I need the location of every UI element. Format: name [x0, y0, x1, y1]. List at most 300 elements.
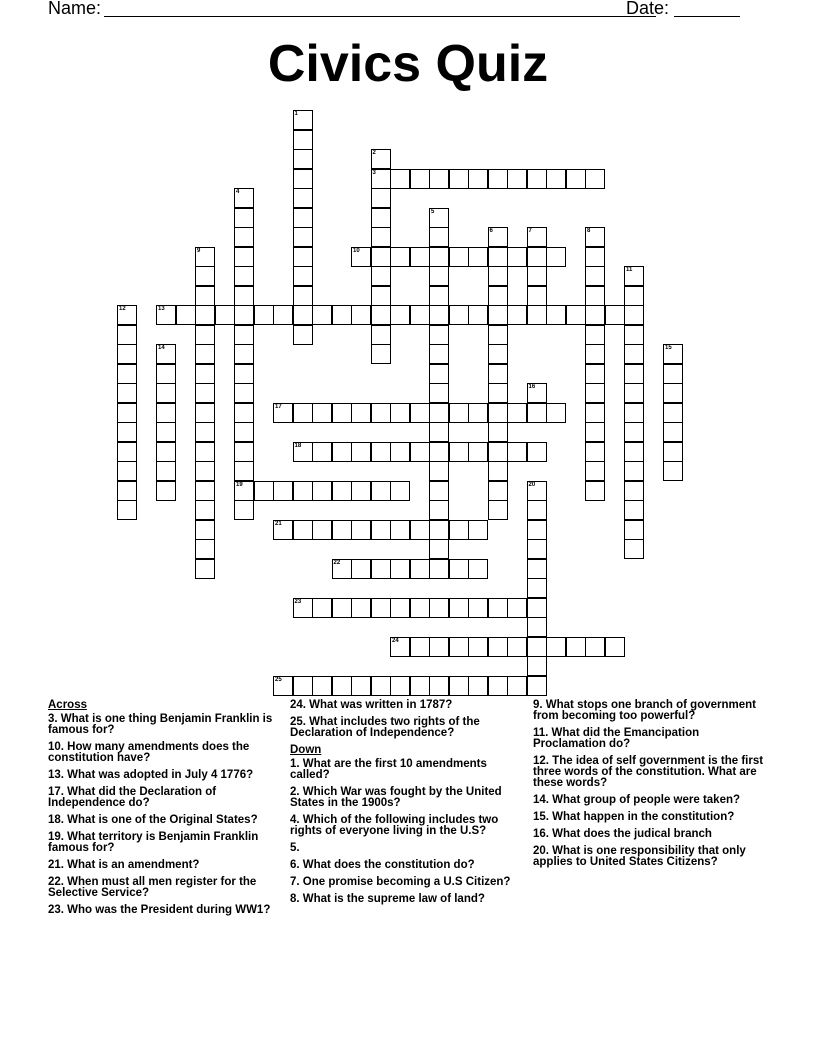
- crossword-cell[interactable]: [410, 169, 430, 189]
- crossword-cell[interactable]: [488, 325, 508, 345]
- crossword-cell[interactable]: [624, 539, 644, 559]
- crossword-cell[interactable]: [527, 305, 547, 325]
- crossword-cell[interactable]: [351, 676, 371, 696]
- crossword-cell[interactable]: [410, 637, 430, 657]
- crossword-cell[interactable]: [195, 403, 215, 423]
- crossword-cell[interactable]: [371, 227, 391, 247]
- crossword-cell[interactable]: [351, 559, 371, 579]
- clue-number: 19: [236, 481, 243, 488]
- crossword-cell[interactable]: [293, 481, 313, 501]
- crossword-cell[interactable]: [488, 266, 508, 286]
- crossword-cell[interactable]: [624, 520, 644, 540]
- crossword-cell[interactable]: [488, 286, 508, 306]
- crossword-cell[interactable]: [624, 442, 644, 462]
- crossword-cell[interactable]: [488, 364, 508, 384]
- crossword-cell[interactable]: [624, 481, 644, 501]
- crossword-cell[interactable]: [117, 422, 137, 442]
- crossword-cell[interactable]: [527, 403, 547, 423]
- crossword-cell[interactable]: [507, 637, 527, 657]
- crossword-cell[interactable]: [429, 227, 449, 247]
- clue-item: 14. What group of people were taken?: [533, 794, 741, 806]
- crossword-cell[interactable]: [429, 598, 449, 618]
- crossword-cell[interactable]: [312, 520, 332, 540]
- crossword-cell[interactable]: [195, 422, 215, 442]
- crossword-cell[interactable]: [468, 403, 488, 423]
- crossword-cell[interactable]: [429, 637, 449, 657]
- name-line[interactable]: [104, 16, 656, 17]
- crossword-cell[interactable]: [527, 169, 547, 189]
- crossword-cell[interactable]: [293, 676, 313, 696]
- crossword-cell[interactable]: [527, 266, 547, 286]
- clue-number: 13: [158, 306, 165, 312]
- crossword-cell[interactable]: [663, 344, 683, 364]
- crossword-cell[interactable]: [234, 247, 254, 267]
- crossword-cell[interactable]: [449, 442, 469, 462]
- crossword-cell[interactable]: [234, 383, 254, 403]
- crossword-cell[interactable]: [312, 442, 332, 462]
- crossword-cell[interactable]: [390, 442, 410, 462]
- crossword-cell[interactable]: [546, 403, 566, 423]
- crossword-cell[interactable]: [312, 403, 332, 423]
- crossword-cell[interactable]: [390, 305, 410, 325]
- crossword-cell[interactable]: [117, 305, 137, 325]
- crossword-cell[interactable]: [468, 637, 488, 657]
- crossword-cell[interactable]: [507, 442, 527, 462]
- crossword-cell[interactable]: [351, 520, 371, 540]
- crossword-cell[interactable]: [254, 305, 274, 325]
- crossword-cell[interactable]: [527, 656, 547, 676]
- crossword-cell[interactable]: [371, 520, 391, 540]
- crossword-cell[interactable]: [546, 247, 566, 267]
- crossword-cell[interactable]: [585, 227, 605, 247]
- crossword-cell[interactable]: [117, 481, 137, 501]
- crossword-cell[interactable]: [293, 286, 313, 306]
- crossword-cell[interactable]: [390, 247, 410, 267]
- crossword-cell[interactable]: [234, 227, 254, 247]
- crossword-cell[interactable]: [624, 286, 644, 306]
- crossword-cell[interactable]: [293, 110, 313, 130]
- clue-number: 14: [158, 345, 165, 351]
- crossword-cell[interactable]: [332, 442, 352, 462]
- crossword-cell[interactable]: [371, 305, 391, 325]
- crossword-cell[interactable]: [527, 383, 547, 403]
- crossword-cell[interactable]: [527, 676, 547, 696]
- crossword-cell[interactable]: [410, 559, 430, 579]
- crossword-cell[interactable]: [429, 169, 449, 189]
- crossword-cell[interactable]: [117, 500, 137, 520]
- crossword-cell[interactable]: [488, 481, 508, 501]
- crossword-cell[interactable]: [195, 442, 215, 462]
- crossword-cell[interactable]: [624, 422, 644, 442]
- crossword-cell[interactable]: [449, 520, 469, 540]
- crossword-cell[interactable]: [429, 500, 449, 520]
- crossword-cell[interactable]: [293, 227, 313, 247]
- crossword-cell[interactable]: [663, 403, 683, 423]
- crossword-cell[interactable]: [527, 598, 547, 618]
- crossword-cell[interactable]: [624, 305, 644, 325]
- crossword-cell[interactable]: [293, 305, 313, 325]
- crossword-cell[interactable]: [429, 676, 449, 696]
- crossword-cell[interactable]: [507, 676, 527, 696]
- crossword-cell[interactable]: [351, 305, 371, 325]
- crossword-cell[interactable]: [527, 500, 547, 520]
- crossword-cell[interactable]: [585, 266, 605, 286]
- crossword-cell[interactable]: [663, 364, 683, 384]
- crossword-cell[interactable]: [546, 169, 566, 189]
- crossword-cell[interactable]: [156, 383, 176, 403]
- crossword-cell[interactable]: [449, 637, 469, 657]
- crossword-cell[interactable]: [585, 364, 605, 384]
- crossword-cell[interactable]: [273, 403, 293, 423]
- crossword-cell[interactable]: [351, 481, 371, 501]
- crossword-cell[interactable]: [390, 637, 410, 657]
- crossword-cell[interactable]: [488, 227, 508, 247]
- crossword-cell[interactable]: [429, 461, 449, 481]
- crossword-cell[interactable]: [527, 520, 547, 540]
- crossword-cell[interactable]: [527, 637, 547, 657]
- crossword-cell[interactable]: [546, 305, 566, 325]
- crossword-cell[interactable]: [488, 305, 508, 325]
- crossword-cell[interactable]: [371, 481, 391, 501]
- crossword-cell[interactable]: [371, 286, 391, 306]
- crossword-cell[interactable]: [410, 442, 430, 462]
- crossword-cell[interactable]: [390, 598, 410, 618]
- crossword-cell[interactable]: [273, 305, 293, 325]
- crossword-cell[interactable]: [488, 383, 508, 403]
- crossword-cell[interactable]: [234, 325, 254, 345]
- crossword-cell[interactable]: [468, 520, 488, 540]
- crossword-cell[interactable]: [332, 559, 352, 579]
- crossword-cell[interactable]: [156, 481, 176, 501]
- crossword-cell[interactable]: [234, 403, 254, 423]
- crossword-cell[interactable]: [429, 520, 449, 540]
- crossword-cell[interactable]: [507, 247, 527, 267]
- crossword-cell[interactable]: [234, 208, 254, 228]
- crossword-cell[interactable]: [234, 422, 254, 442]
- crossword-cell[interactable]: [429, 403, 449, 423]
- crossword-cell[interactable]: [293, 442, 313, 462]
- crossword-cell[interactable]: [293, 149, 313, 169]
- crossword-cell[interactable]: [293, 520, 313, 540]
- crossword-cell[interactable]: [371, 442, 391, 462]
- crossword-cell[interactable]: [390, 481, 410, 501]
- crossword-cell[interactable]: [195, 247, 215, 267]
- crossword-cell[interactable]: [488, 169, 508, 189]
- crossword-cell[interactable]: [390, 676, 410, 696]
- crossword-cell[interactable]: [332, 520, 352, 540]
- crossword-cell[interactable]: [585, 442, 605, 462]
- crossword-cell[interactable]: [234, 188, 254, 208]
- crossword-cell[interactable]: [449, 247, 469, 267]
- clue-number: 4: [236, 189, 240, 195]
- crossword-cell[interactable]: [293, 130, 313, 150]
- crossword-cell[interactable]: [117, 442, 137, 462]
- crossword-cell[interactable]: [449, 403, 469, 423]
- crossword-cell[interactable]: [449, 598, 469, 618]
- crossword-cell[interactable]: [195, 383, 215, 403]
- crossword-cell[interactable]: [371, 325, 391, 345]
- crossword-cell[interactable]: [429, 286, 449, 306]
- crossword-cell[interactable]: [351, 403, 371, 423]
- crossword-cell[interactable]: [488, 676, 508, 696]
- crossword-cell[interactable]: [156, 305, 176, 325]
- crossword-cell[interactable]: [468, 559, 488, 579]
- crossword-cell[interactable]: [195, 559, 215, 579]
- crossword-cell[interactable]: [468, 442, 488, 462]
- crossword-cell[interactable]: [371, 598, 391, 618]
- crossword-cell[interactable]: [273, 481, 293, 501]
- crossword-cell[interactable]: [624, 461, 644, 481]
- crossword-cell[interactable]: [429, 305, 449, 325]
- crossword-cell[interactable]: [585, 481, 605, 501]
- crossword-cell[interactable]: [371, 208, 391, 228]
- clue-number: 25: [275, 676, 282, 683]
- crossword-cell[interactable]: [156, 364, 176, 384]
- clue-item: 1. What are the first 10 amendments called?: [290, 758, 487, 781]
- crossword-cell[interactable]: [585, 383, 605, 403]
- crossword-cell[interactable]: [488, 422, 508, 442]
- crossword-cell[interactable]: [312, 305, 332, 325]
- crossword-cell[interactable]: [117, 461, 137, 481]
- crossword-cell[interactable]: [624, 266, 644, 286]
- crossword-cell[interactable]: [234, 266, 254, 286]
- crossword-cell[interactable]: [332, 305, 352, 325]
- crossword-cell[interactable]: [410, 676, 430, 696]
- crossword-cell[interactable]: [234, 461, 254, 481]
- clue-number: 10: [353, 247, 360, 254]
- crossword-cell[interactable]: [429, 481, 449, 501]
- clue-number: 2: [372, 150, 376, 156]
- crossword-cell[interactable]: [293, 169, 313, 189]
- crossword-cell[interactable]: [585, 461, 605, 481]
- crossword-cell[interactable]: [624, 344, 644, 364]
- crossword-cell[interactable]: [527, 286, 547, 306]
- crossword-cell[interactable]: [527, 247, 547, 267]
- crossword-cell[interactable]: [195, 539, 215, 559]
- crossword-cell[interactable]: [195, 520, 215, 540]
- crossword-cell[interactable]: [585, 247, 605, 267]
- crossword-cell[interactable]: [468, 305, 488, 325]
- crossword-cell[interactable]: [351, 247, 371, 267]
- crossword-cell[interactable]: [429, 539, 449, 559]
- crossword-cell[interactable]: [293, 247, 313, 267]
- crossword-cell[interactable]: [117, 344, 137, 364]
- crossword-cell[interactable]: [371, 149, 391, 169]
- crossword-cell[interactable]: [390, 520, 410, 540]
- crossword-cell[interactable]: [390, 403, 410, 423]
- crossword-cell[interactable]: [585, 325, 605, 345]
- crossword-cell[interactable]: [429, 442, 449, 462]
- crossword-cell[interactable]: [371, 266, 391, 286]
- crossword-cell[interactable]: [390, 169, 410, 189]
- crossword-cell[interactable]: [449, 169, 469, 189]
- crossword-cell[interactable]: [566, 305, 586, 325]
- crossword-cell[interactable]: [371, 403, 391, 423]
- crossword-cell[interactable]: [234, 442, 254, 462]
- crossword-cell[interactable]: [293, 403, 313, 423]
- crossword-cell[interactable]: [195, 500, 215, 520]
- crossword-cell[interactable]: [410, 403, 430, 423]
- crossword-cell[interactable]: [429, 344, 449, 364]
- crossword-cell[interactable]: [351, 442, 371, 462]
- crossword-cell[interactable]: [527, 617, 547, 637]
- crossword-cell[interactable]: [585, 637, 605, 657]
- crossword-cell[interactable]: [624, 403, 644, 423]
- crossword-cell[interactable]: [585, 305, 605, 325]
- crossword-cell[interactable]: [488, 442, 508, 462]
- crossword-cell[interactable]: [507, 305, 527, 325]
- crossword-cell[interactable]: [117, 325, 137, 345]
- crossword-cell[interactable]: [429, 266, 449, 286]
- clue-number: 1: [294, 111, 298, 117]
- crossword-cell[interactable]: [371, 188, 391, 208]
- crossword-cell[interactable]: [371, 247, 391, 267]
- crossword-cell[interactable]: [488, 637, 508, 657]
- crossword-cell[interactable]: [585, 286, 605, 306]
- crossword-cell[interactable]: [156, 442, 176, 462]
- crossword-cell[interactable]: [410, 520, 430, 540]
- crossword-cell[interactable]: [527, 481, 547, 501]
- crossword-cell[interactable]: [293, 325, 313, 345]
- crossword-cell[interactable]: [371, 169, 391, 189]
- date-line[interactable]: [674, 16, 740, 17]
- crossword-cell[interactable]: [195, 286, 215, 306]
- crossword-cell[interactable]: [663, 442, 683, 462]
- crossword-cell[interactable]: [585, 403, 605, 423]
- crossword-cell[interactable]: [293, 188, 313, 208]
- clue-item: 19. What territory is Benjamin Franklin famous for?: [48, 831, 259, 854]
- crossword-cell[interactable]: [507, 169, 527, 189]
- crossword-cell[interactable]: [312, 676, 332, 696]
- crossword-cell[interactable]: [293, 266, 313, 286]
- crossword-cell[interactable]: [488, 500, 508, 520]
- crossword-cell[interactable]: [293, 598, 313, 618]
- crossword-cell[interactable]: [332, 403, 352, 423]
- crossword-cell[interactable]: [117, 383, 137, 403]
- crossword-cell[interactable]: [312, 598, 332, 618]
- crossword-cell[interactable]: [527, 559, 547, 579]
- crossword-cell[interactable]: [546, 637, 566, 657]
- crossword-cell[interactable]: [234, 305, 254, 325]
- crossword-cell[interactable]: [273, 520, 293, 540]
- crossword-cell[interactable]: [663, 461, 683, 481]
- crossword-cell[interactable]: [332, 676, 352, 696]
- crossword-cell[interactable]: [195, 266, 215, 286]
- crossword-cell[interactable]: [585, 422, 605, 442]
- crossword-cell[interactable]: [488, 344, 508, 364]
- crossword-cell[interactable]: [449, 676, 469, 696]
- crossword-cell[interactable]: [468, 247, 488, 267]
- crossword-cell[interactable]: [371, 559, 391, 579]
- crossword-cell[interactable]: [468, 169, 488, 189]
- crossword-cell[interactable]: [215, 305, 235, 325]
- crossword-cell[interactable]: [507, 598, 527, 618]
- crossword-cell[interactable]: [488, 461, 508, 481]
- crossword-cell[interactable]: [429, 559, 449, 579]
- clue-item: 10. How many amendments does the constitution have?: [48, 741, 250, 764]
- crossword-cell[interactable]: [332, 481, 352, 501]
- crossword-cell[interactable]: [468, 676, 488, 696]
- crossword-cell[interactable]: [293, 208, 313, 228]
- clue-item: 15. What happen in the constitution?: [533, 811, 735, 823]
- crossword-cell[interactable]: [156, 403, 176, 423]
- crossword-cell[interactable]: [507, 403, 527, 423]
- crossword-cell[interactable]: [195, 305, 215, 325]
- crossword-cell[interactable]: [585, 344, 605, 364]
- crossword-cell[interactable]: [488, 598, 508, 618]
- crossword-cell[interactable]: [527, 442, 547, 462]
- crossword-cell[interactable]: [195, 481, 215, 501]
- crossword-cell[interactable]: [566, 637, 586, 657]
- clue-item: 17. What did the Declaration of Independence do?: [48, 786, 217, 809]
- crossword-cell[interactable]: [332, 598, 352, 618]
- crossword-cell[interactable]: [410, 598, 430, 618]
- crossword-cell[interactable]: [663, 383, 683, 403]
- crossword-cell[interactable]: [390, 559, 410, 579]
- crossword-cell[interactable]: [449, 305, 469, 325]
- crossword-cell[interactable]: [371, 344, 391, 364]
- crossword-cell[interactable]: [488, 247, 508, 267]
- crossword-cell[interactable]: [234, 364, 254, 384]
- clue-item: 6. What does the constitution do?: [290, 859, 475, 871]
- crossword-cell[interactable]: [156, 344, 176, 364]
- crossword-cell[interactable]: [429, 247, 449, 267]
- crossword-cell[interactable]: [527, 539, 547, 559]
- crossword-cell[interactable]: [429, 383, 449, 403]
- crossword-cell[interactable]: [351, 598, 371, 618]
- crossword-cell[interactable]: [410, 247, 430, 267]
- crossword-cell[interactable]: [663, 422, 683, 442]
- crossword-cell[interactable]: [234, 286, 254, 306]
- crossword-cell[interactable]: [176, 305, 196, 325]
- crossword-cell[interactable]: [195, 325, 215, 345]
- crossword-cell[interactable]: [156, 422, 176, 442]
- crossword-cell[interactable]: [527, 578, 547, 598]
- crossword-cell[interactable]: [624, 383, 644, 403]
- crossword-cell[interactable]: [624, 500, 644, 520]
- crossword-cell[interactable]: [624, 325, 644, 345]
- crossword-cell[interactable]: [429, 422, 449, 442]
- crossword-cell[interactable]: [195, 364, 215, 384]
- crossword-cell[interactable]: [429, 364, 449, 384]
- crossword-cell[interactable]: [566, 169, 586, 189]
- crossword-cell[interactable]: [468, 598, 488, 618]
- crossword-cell[interactable]: [488, 403, 508, 423]
- crossword-cell[interactable]: [605, 305, 625, 325]
- crossword-cell[interactable]: [605, 637, 625, 657]
- crossword-cell[interactable]: [429, 208, 449, 228]
- crossword-cell[interactable]: [234, 481, 254, 501]
- crossword-cell[interactable]: [117, 403, 137, 423]
- clue-number: 12: [119, 306, 126, 312]
- crossword-cell[interactable]: [273, 676, 293, 696]
- crossword-cell[interactable]: [410, 305, 430, 325]
- crossword-cell[interactable]: [234, 500, 254, 520]
- crossword-cell[interactable]: [254, 481, 274, 501]
- crossword-cell[interactable]: [312, 481, 332, 501]
- crossword-cell[interactable]: [429, 325, 449, 345]
- crossword-cell[interactable]: [371, 676, 391, 696]
- crossword-cell[interactable]: [449, 559, 469, 579]
- crossword-cell[interactable]: [117, 364, 137, 384]
- crossword-cell[interactable]: [195, 344, 215, 364]
- crossword-cell[interactable]: [527, 227, 547, 247]
- crossword-cell[interactable]: [585, 169, 605, 189]
- crossword-cell[interactable]: [234, 344, 254, 364]
- crossword-cell[interactable]: [624, 364, 644, 384]
- crossword-cell[interactable]: [195, 461, 215, 481]
- crossword-cell[interactable]: [156, 461, 176, 481]
